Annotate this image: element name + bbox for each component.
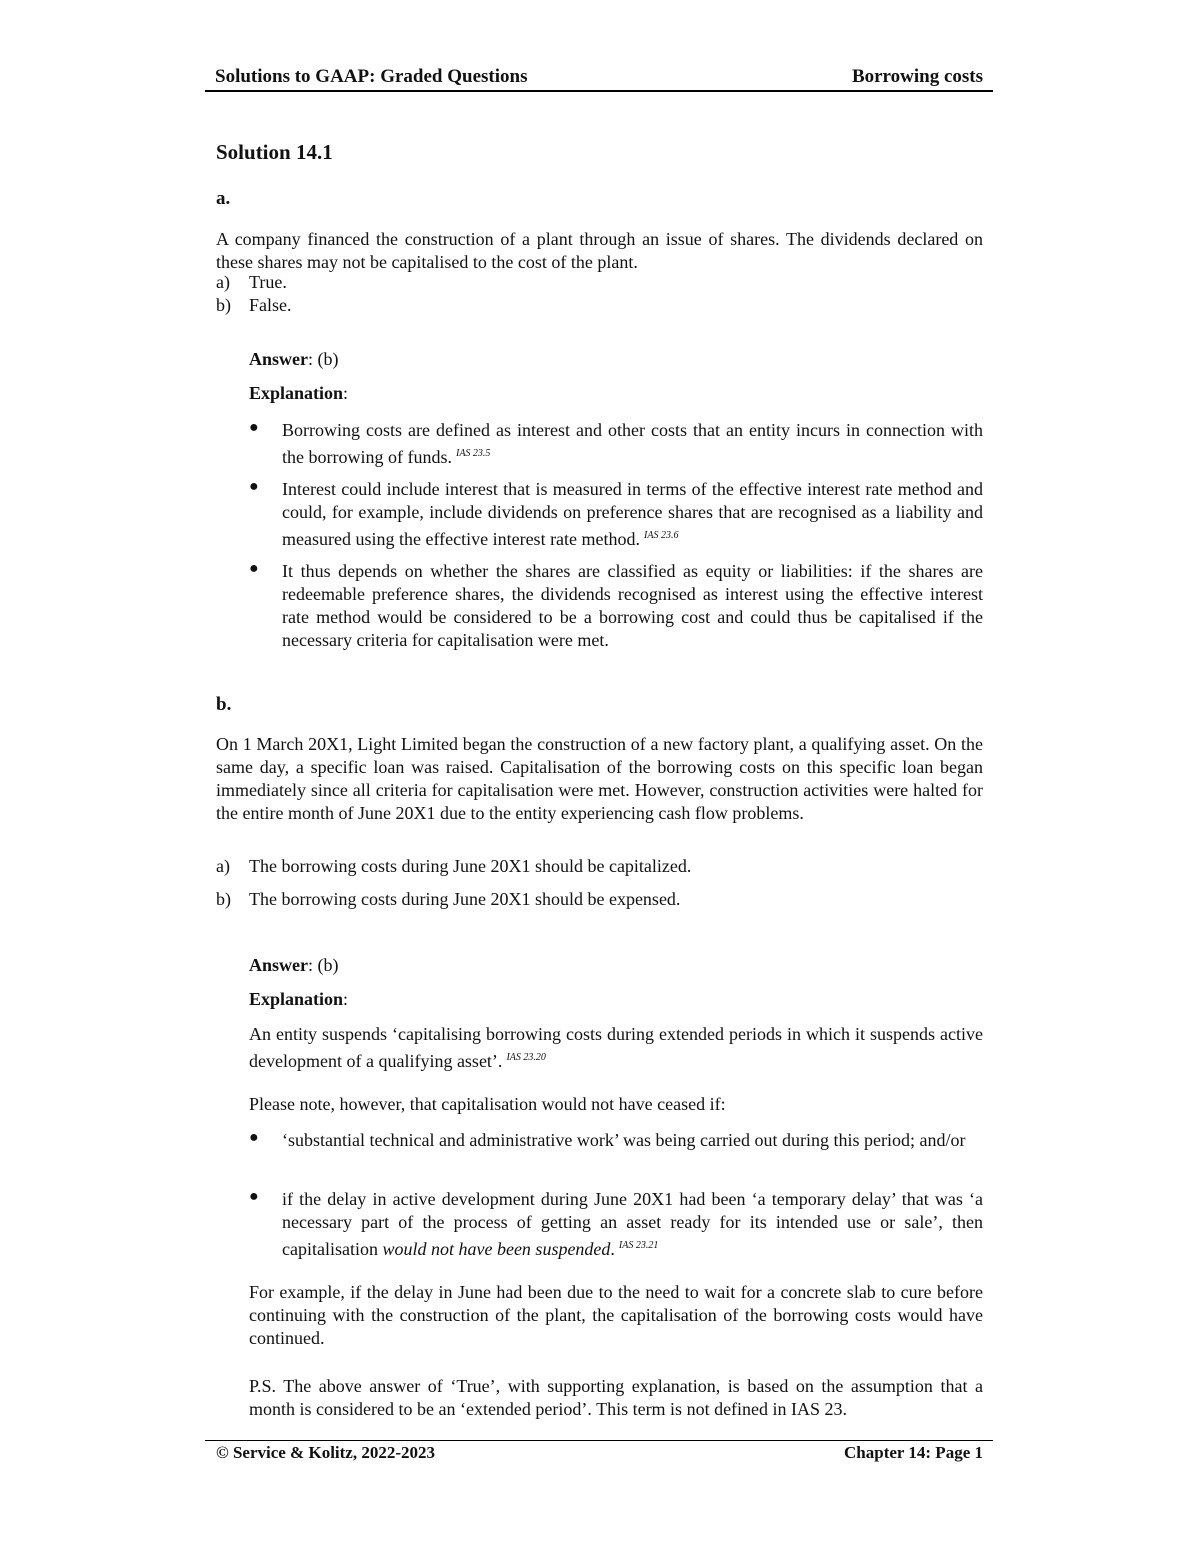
part-a-label: a. <box>216 188 231 209</box>
option-key: b) <box>216 295 231 315</box>
ias-reference: IAS 23.5 <box>455 448 491 459</box>
answer-value: : (b) <box>308 955 339 975</box>
bullet-text: Borrowing costs are defined as interest and other costs that an entity incurs in connection with the borrowing of funds. $^{IAS 23.5}$ <box>282 420 983 467</box>
bullet-text: It thus depends on whether the shares are classified as equity or liabilities: if the shares are redeemable preference shares, the dividends recognised as interest using the effective interest rate method would be considered to be a borrowing cost and could thus be capitalised if the necessary criteria for capitalisation were met. <box>282 561 983 650</box>
bullet-icon: ● <box>249 1188 259 1205</box>
bullet-icon: ● <box>249 478 259 495</box>
part-b-option-a <box>216 856 691 877</box>
footer-divider <box>205 1440 993 1441</box>
part-b-note-intro: Please note, however, that capitalisation would not have ceased if: <box>249 1094 726 1114</box>
option-text: The borrowing costs during June 20X1 should be capitalized. <box>249 856 692 876</box>
part-a-answer <box>249 349 339 370</box>
footer-page-number: Chapter 14: Page 1 <box>844 1443 983 1462</box>
italic-emphasis: would not have been suspended <box>382 1239 611 1259</box>
bullet-text: ‘substantial technical and administrative work’ was being carried out during this period; and/or <box>282 1130 966 1150</box>
answer-label: Answer <box>249 955 308 975</box>
explanation-colon: : <box>343 383 349 403</box>
answer-label: Answer <box>249 349 308 369</box>
footer-copyright: © Service & Kolitz, 2022-2023 <box>216 1443 436 1462</box>
option-key: a) <box>216 856 230 876</box>
header-title: Solutions to GAAP: Graded Questions <box>215 66 528 87</box>
solution-title: Solution 14.1 <box>216 140 333 164</box>
part-b-explanation-heading <box>249 989 348 1010</box>
option-text: False. <box>249 295 292 315</box>
part-a-option-b <box>216 295 292 316</box>
ias-reference: IAS 23.6 <box>644 530 679 541</box>
part-b-example: For example, if the delay in June had been due to the need to wait for a concrete slab to cure before continuing with the construction of the plant, the capitalisation of the borrowing costs would have continued. <box>249 1282 983 1348</box>
explanation-label: Explanation <box>249 383 344 403</box>
bullet-icon: ● <box>249 560 259 577</box>
part-b-question: On 1 March 20X1, Light Limited began the construction of a new factory plant, a qualifying asset. On the same day, a specific loan was raised. Capitalisation of the borrowing costs on this specific loan began immediately since all criteria for capitalisation were met. However, construction activities were halted for the entire month of June 20X1 due to the entity experiencing cash flow problems. <box>216 734 983 823</box>
part-a-question: A company financed the construction of a plant through an issue of shares. The dividends declared on these shares may not be capitalised to the cost of the plant. <box>216 229 983 272</box>
explanation-colon: : <box>343 989 349 1009</box>
bullet-icon: ● <box>249 1129 259 1146</box>
bullet-text: if the delay in active development during June 20X1 had been ‘a temporary delay’ that was ‘a necessary part of the process of getting an asset ready for its intended use or sale’, then capitalisation would not have been suspended. $^{IAS 23.21}$ <box>282 1189 983 1259</box>
option-text: True. <box>249 272 287 292</box>
part-b-label: b. <box>216 694 232 715</box>
header-chapter: Borrowing costs <box>851 66 983 87</box>
option-key: b) <box>216 889 231 909</box>
ias-reference: IAS 23.20 <box>506 1052 546 1063</box>
part-a-option-a <box>216 272 287 293</box>
page-footer <box>216 1443 983 1463</box>
option-text: The borrowing costs during June 20X1 should be expensed. <box>249 889 681 909</box>
ias-reference: IAS 23.21 <box>618 1240 659 1251</box>
part-b-ps-note: P.S. The above answer of ‘True’, with supporting explanation, is based on the assumption that a month is considered to be an ‘extended period’. This term is not defined in IAS 23. <box>249 1376 983 1419</box>
page-header <box>205 66 993 92</box>
part-b-answer <box>249 955 339 976</box>
bullet-icon: ● <box>249 419 259 436</box>
option-key: a) <box>216 272 230 292</box>
explanation-label: Explanation <box>249 989 344 1009</box>
part-b-explanation-text: An entity suspends ‘capitalising borrowing costs during extended periods in which it suspends active development of a qualifying asset’. $^{IAS 23.20}$ <box>249 1024 983 1071</box>
part-a-explanation-heading <box>249 383 348 404</box>
bullet-text: Interest could include interest that is measured in terms of the effective interest rate method and could, for example, include dividends on preference shares that are recognised as a liability and measured using the effective interest rate method. $^{IAS 23.6}$ <box>282 479 983 549</box>
answer-value: : (b) <box>308 349 339 369</box>
part-b-option-b <box>216 889 680 910</box>
